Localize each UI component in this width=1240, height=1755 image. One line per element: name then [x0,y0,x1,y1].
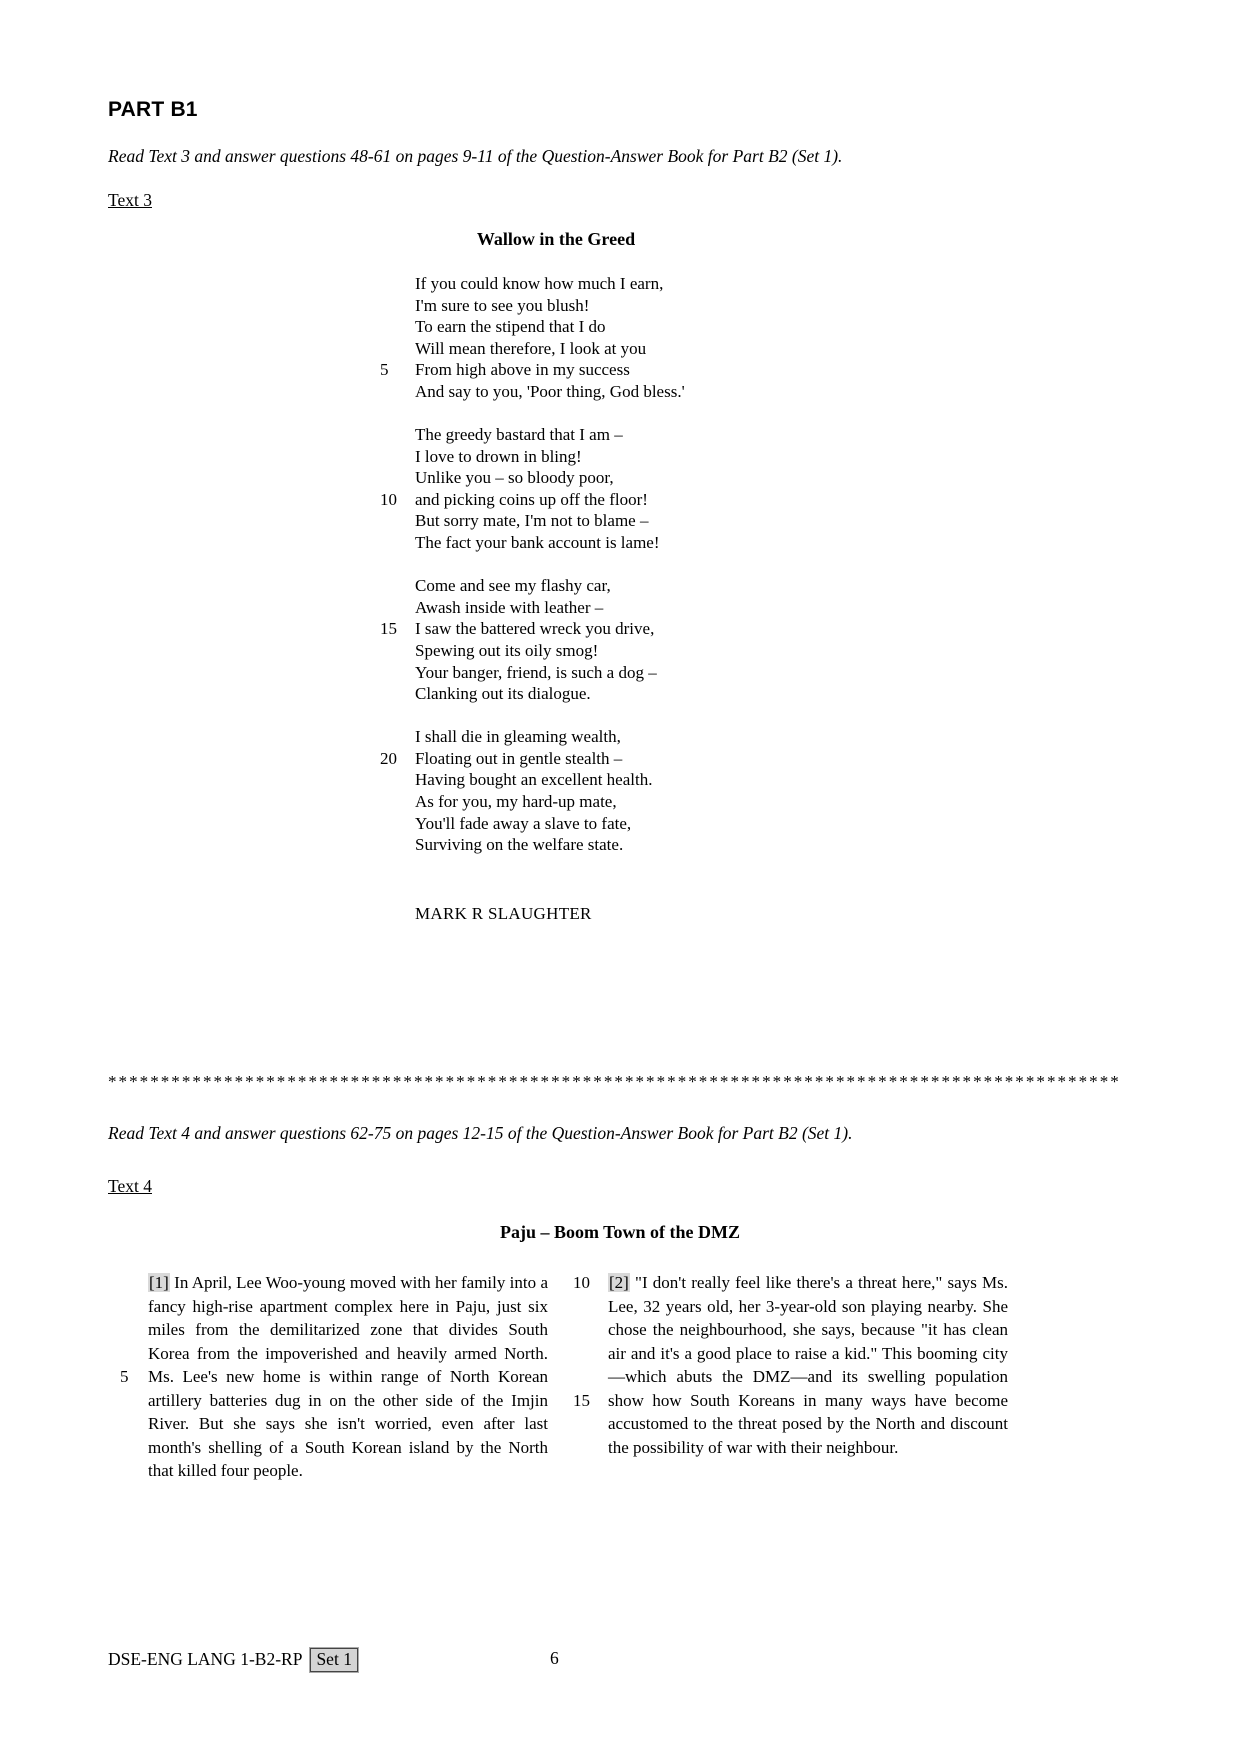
article-paragraph: [2] "I don't really feel like there's a threat here," says Ms. Lee, 32 years old, her 3-year-old son playing nearby. She chose the neighbourhood, she says, because "it has clean air and it's a good place to raise a kid." This booming city—which abuts the DMZ—and its swelling population show how South Koreans in many ways have become accustomed to the threat posed by the North and discount the possibility of war with their neighbour. [608,1273,1008,1457]
poem-line [380,316,860,338]
poem-line-text: Awash inside with leather – [415,597,604,617]
poem-line-text: Surviving on the welfare state. [415,835,624,855]
line-number: 10 [380,489,397,509]
line-number [380,510,415,532]
line-number: 20 [380,748,397,768]
text3-label: Text 3 [108,190,152,210]
line-number [380,338,415,360]
poem-line-text: I love to drown in bling! [415,446,582,466]
poem-line-text: Unlike you – so bloody poor, [415,468,614,488]
poem-line-text: And say to you, 'Poor thing, God bless.' [415,381,685,401]
poem-line [380,575,860,597]
poem-line-text: Clanking out its dialogue. [415,684,591,704]
poem-line-text: Will mean therefore, I look at you [415,338,647,358]
poem-line [380,424,860,446]
line-number: 5 [380,360,389,380]
line-number [380,295,415,317]
poem-line [380,446,860,468]
line-number [380,316,415,338]
line-number [380,575,415,597]
poem-line [380,510,860,532]
line-number [380,446,415,468]
poem-line-text: But sorry mate, I'm not to blame – [415,511,649,531]
poem-line-text: Spewing out its oily smog! [415,640,599,660]
footer-set-badge: Set 1 [310,1648,358,1672]
poem-line-text: and picking coins up off the floor! [415,489,648,509]
poem-line [380,273,860,295]
poem-line [380,295,860,317]
poem-line-text: I'm sure to see you blush! [415,295,590,315]
poem-stanza [380,273,860,403]
poem-line [380,359,860,381]
poem-stanza [380,424,860,554]
article-column-2 [573,1271,1008,1483]
poem-line-text: Floating out in gentle stealth – [415,748,623,768]
page-number: 6 [550,1648,559,1668]
line-number [380,683,415,705]
poem-line-text: Come and see my flashy car, [415,576,611,596]
section-separator: ************************************************************************************************ [108,1072,1121,1091]
poem-line-text: The greedy bastard that I am – [415,425,623,445]
line-number [380,597,415,619]
line-number [380,532,415,554]
text3-instruction: Read Text 3 and answer questions 48-61 on pages 9-11 of the Question-Answer Book for Part B2 (Set 1). [108,146,843,166]
line-number [380,813,415,835]
article-paragraph: [1] In April, Lee Woo-young moved with her family into a fancy high-rise apartment complex here in Paju, just six miles from the demilitarized zone that divides South Korea from the impoverished and heavily armed North. Ms. Lee's new home is within range of North Korean artillery batteries dug in on the other side of the Imjin River. But she says she isn't worried, even after last month's shelling of a South Korean island by the North that killed four people. [148,1273,548,1480]
text4-label: Text 4 [108,1176,152,1196]
poem-body [380,273,860,856]
poem-line-text: I shall die in gleaming wealth, [415,727,621,747]
poem-line [380,813,860,835]
line-number [380,834,415,856]
line-number: 5 [120,1367,129,1386]
poem-wallow-in-the-greed [380,229,860,924]
line-number [380,791,415,813]
poem-line-text: From high above in my success [415,360,630,380]
poem-line-text: Your banger, friend, is such a dog – [415,662,657,682]
poem-line [380,532,860,554]
part-title: PART B1 [108,98,198,121]
page-footer [108,1648,1138,1672]
line-number [380,662,415,684]
paragraph-marker: [1] [149,1273,169,1292]
poem-line-text: As for you, my hard-up mate, [415,791,617,811]
poem-line-text: The fact your bank account is lame! [415,533,660,553]
poem-stanza [380,726,860,856]
poem-line [380,338,860,360]
line-number [380,381,415,403]
paragraph-marker: [2] [609,1273,629,1292]
poem-line [380,381,860,403]
poem-line [380,683,860,705]
line-number [380,769,415,791]
poem-stanza [380,575,860,705]
poem-line-text: If you could know how much I earn, [415,274,664,293]
poem-line [380,618,860,640]
poem-line [380,726,860,748]
poem-line [380,769,860,791]
poem-line [380,748,860,770]
text4-instruction: Read Text 4 and answer questions 62-75 on pages 12-15 of the Question-Answer Book for Part B2 (Set 1). [108,1123,853,1143]
line-number [380,273,415,295]
poem-line-text: You'll fade away a slave to fate, [415,813,632,833]
article-column-1 [120,1271,548,1483]
line-number [380,726,415,748]
poem-line [380,597,860,619]
article-title: Paju – Boom Town of the DMZ [499,1222,741,1242]
footer-code: DSE-ENG LANG 1-B2-RP [108,1649,303,1669]
poem-author: MARK R SLAUGHTER [415,903,592,923]
line-number [380,640,415,662]
line-number [380,424,415,446]
poem-line [380,467,860,489]
poem-line [380,662,860,684]
line-number: 15 [380,619,397,639]
poem-title: Wallow in the Greed [476,229,636,249]
poem-line [380,489,860,511]
poem-line [380,834,860,856]
line-number: 15 [573,1390,590,1410]
poem-line-text: I saw the battered wreck you drive, [415,619,655,639]
line-number: 10 [573,1273,590,1292]
line-number [380,467,415,489]
poem-line [380,791,860,813]
poem-line [380,640,860,662]
poem-line-text: To earn the stipend that I do [415,317,606,337]
article-columns [120,1271,1008,1483]
poem-line-text: Having bought an excellent health. [415,770,653,790]
